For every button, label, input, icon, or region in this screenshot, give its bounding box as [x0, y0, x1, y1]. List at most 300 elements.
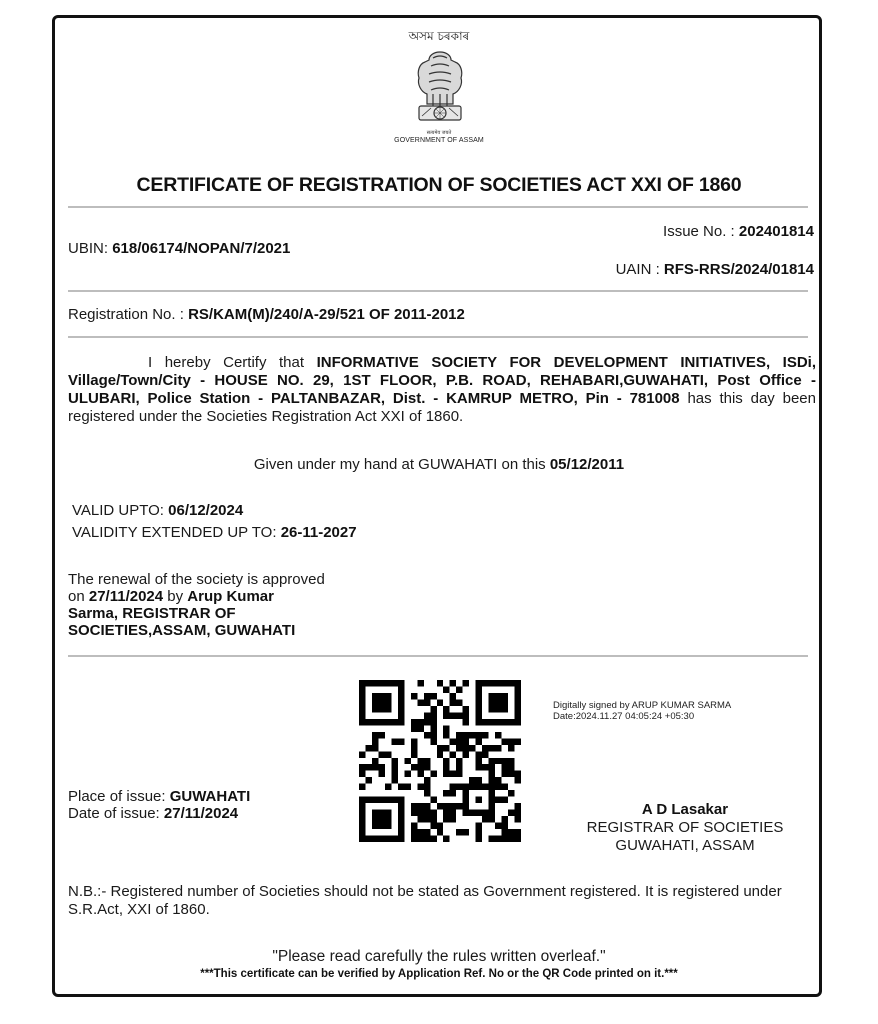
- qr-module: [515, 680, 521, 686]
- qr-module: [489, 706, 495, 712]
- qr-module: [411, 829, 417, 835]
- signatory-location: GUWAHATI, ASSAM: [615, 837, 755, 854]
- qr-module: [495, 777, 501, 783]
- qr-module: [378, 719, 384, 725]
- qr-module: [515, 686, 521, 692]
- qr-module: [443, 836, 449, 842]
- qr-module: [508, 771, 514, 777]
- renewal-text: The renewal of the society is approved on: [68, 571, 325, 605]
- place-of-issue-value: GUWAHATI: [169, 788, 251, 805]
- validity-extended-value: 26-11-2027: [280, 524, 357, 541]
- please-read-note: "Please read carefully the rules written overleaf.": [272, 948, 606, 965]
- qr-module: [495, 758, 501, 764]
- qr-module: [437, 823, 443, 829]
- qr-module: [476, 829, 482, 835]
- qr-module: [450, 771, 456, 777]
- qr-module: [417, 816, 423, 822]
- qr-module: [482, 810, 488, 816]
- divider: [68, 206, 808, 208]
- qr-module: [430, 797, 436, 803]
- qr-module: [476, 758, 482, 764]
- qr-module: [469, 777, 475, 783]
- qr-module: [450, 693, 456, 699]
- qr-module: [456, 699, 462, 705]
- qr-module: [385, 784, 391, 790]
- qr-module: [476, 680, 482, 686]
- qr-module: [489, 745, 495, 751]
- qr-module: [489, 764, 495, 770]
- renewal-by: by: [163, 588, 188, 605]
- qr-module: [359, 699, 365, 705]
- qr-module: [463, 790, 469, 796]
- qr-module: [489, 803, 495, 809]
- qr-module: [463, 745, 469, 751]
- qr-module: [398, 693, 404, 699]
- qr-module: [398, 803, 404, 809]
- qr-module: [378, 732, 384, 738]
- qr-module: [502, 816, 508, 822]
- qr-module: [372, 764, 378, 770]
- qr-module: [437, 829, 443, 835]
- qr-module: [482, 732, 488, 738]
- qr-module: [469, 810, 475, 816]
- ubin-label: UBIN:: [68, 240, 113, 257]
- qr-module: [385, 816, 391, 822]
- qr-module: [372, 758, 378, 764]
- qr-module: [443, 816, 449, 822]
- qr-module: [378, 680, 384, 686]
- signatory: [560, 801, 810, 855]
- qr-module: [378, 836, 384, 842]
- qr-module: [489, 784, 495, 790]
- qr-module: [385, 680, 391, 686]
- qr-module: [508, 810, 514, 816]
- qr-module: [372, 836, 378, 842]
- registration-number-label: Registration No. :: [68, 306, 189, 323]
- qr-module: [411, 751, 417, 757]
- qr-module: [508, 758, 514, 764]
- qr-module: [411, 738, 417, 744]
- qr-module: [515, 699, 521, 705]
- qr-module: [502, 699, 508, 705]
- qr-module: [450, 712, 456, 718]
- certify-intro: I hereby Certify that: [148, 354, 317, 371]
- qr-module: [469, 745, 475, 751]
- qr-module: [502, 836, 508, 842]
- qr-module: [372, 693, 378, 699]
- qr-module: [489, 797, 495, 803]
- qr-module: [430, 836, 436, 842]
- qr-module: [417, 699, 423, 705]
- qr-module: [430, 732, 436, 738]
- qr-module: [378, 771, 384, 777]
- qr-module: [372, 738, 378, 744]
- qr-module: [463, 829, 469, 835]
- qr-module: [456, 758, 462, 764]
- qr-module: [502, 797, 508, 803]
- qr-module: [430, 810, 436, 816]
- qr-module: [482, 680, 488, 686]
- qr-module: [515, 803, 521, 809]
- qr-module: [515, 816, 521, 822]
- qr-module: [476, 751, 482, 757]
- qr-module: [443, 803, 449, 809]
- qr-module: [424, 699, 430, 705]
- qr-module: [411, 745, 417, 751]
- qr-module: [398, 686, 404, 692]
- qr-module: [495, 706, 501, 712]
- qr-module: [385, 797, 391, 803]
- qr-module: [411, 719, 417, 725]
- qr-module: [385, 706, 391, 712]
- qr-module: [417, 803, 423, 809]
- qr-module: [515, 836, 521, 842]
- uain: [616, 261, 814, 278]
- qr-module: [443, 712, 449, 718]
- qr-module: [365, 797, 371, 803]
- qr-module: [424, 764, 430, 770]
- qr-module: [385, 823, 391, 829]
- qr-module: [385, 693, 391, 699]
- qr-module: [424, 836, 430, 842]
- qr-module: [359, 836, 365, 842]
- qr-module: [463, 732, 469, 738]
- qr-module: [359, 810, 365, 816]
- qr-module: [411, 693, 417, 699]
- qr-module: [489, 777, 495, 783]
- qr-module: [443, 771, 449, 777]
- qr-module: [476, 706, 482, 712]
- qr-module: [502, 706, 508, 712]
- qr-module: [495, 719, 501, 725]
- qr-module: [443, 725, 449, 731]
- date-of-issue: [68, 805, 250, 822]
- qr-module: [359, 764, 365, 770]
- qr-module: [443, 810, 449, 816]
- qr-module: [437, 803, 443, 809]
- date-of-issue-value: 27/11/2024: [163, 805, 239, 822]
- digital-signature: [553, 700, 731, 722]
- qr-module: [398, 719, 404, 725]
- qr-module: [463, 712, 469, 718]
- qr-module: [502, 823, 508, 829]
- qr-module: [417, 680, 423, 686]
- qr-module: [463, 784, 469, 790]
- assamese-government-heading: অসম চৰকাৰ: [408, 29, 470, 43]
- qr-module: [476, 686, 482, 692]
- qr-module: [476, 693, 482, 699]
- renewal-date: 27/11/2024: [88, 588, 164, 605]
- date-of-issue-label: Date of issue:: [68, 805, 164, 822]
- qr-module: [359, 803, 365, 809]
- qr-module: [437, 751, 443, 757]
- qr-module: [372, 719, 378, 725]
- qr-module: [372, 816, 378, 822]
- qr-module: [430, 693, 436, 699]
- qr-module: [495, 699, 501, 705]
- qr-module: [502, 680, 508, 686]
- qr-module: [430, 816, 436, 822]
- qr-module: [424, 732, 430, 738]
- qr-module: [359, 680, 365, 686]
- qr-module: [515, 771, 521, 777]
- qr-module: [476, 732, 482, 738]
- qr-module: [515, 829, 521, 835]
- qr-module: [508, 836, 514, 842]
- qr-module: [404, 758, 410, 764]
- qr-module: [365, 836, 371, 842]
- qr-module: [430, 771, 436, 777]
- qr-module: [489, 693, 495, 699]
- qr-module: [424, 810, 430, 816]
- qr-module: [385, 719, 391, 725]
- qr-module: [476, 719, 482, 725]
- qr-module: [489, 719, 495, 725]
- qr-module: [378, 797, 384, 803]
- qr-module: [508, 764, 514, 770]
- qr-module: [359, 797, 365, 803]
- society-name-address: INFORMATIVE SOCIETY FOR DEVELOPMENT INITIATIVES, ISDi, Village/Town/City - HOUSE NO. 29, 1ST FLOOR, P.B. ROAD, REHABARI,GUWAHATI, Post Office - ULUBARI, Police Station - PALTANBAZAR, Dist. - KAMRUP METRO, Pin - 781008: [68, 354, 816, 407]
- qr-module: [372, 810, 378, 816]
- renewal-approver: Arup Kumar Sarma, REGISTRAR OF SOCIETIES,ASSAM, GUWAHATI: [68, 588, 296, 639]
- qr-module: [450, 784, 456, 790]
- qr-module: [456, 732, 462, 738]
- government-of-assam-label: GOVERNMENT OF ASSAM: [394, 137, 484, 144]
- qr-module: [443, 745, 449, 751]
- qr-module: [515, 706, 521, 712]
- qr-module: [404, 784, 410, 790]
- qr-module: [424, 816, 430, 822]
- qr-module: [372, 797, 378, 803]
- qr-module: [424, 784, 430, 790]
- qr-module: [365, 719, 371, 725]
- qr-module: [398, 810, 404, 816]
- qr-module: [489, 771, 495, 777]
- ubin: [68, 240, 290, 257]
- qr-module: [398, 712, 404, 718]
- certification-statement: [68, 354, 816, 426]
- qr-module: [359, 686, 365, 692]
- qr-module: [372, 706, 378, 712]
- qr-module: [372, 680, 378, 686]
- qr-module: [508, 719, 514, 725]
- qr-module: [463, 738, 469, 744]
- signatory-name: A D Lasakar: [641, 801, 729, 818]
- qr-module: [430, 712, 436, 718]
- qr-module: [476, 777, 482, 783]
- qr-module: [430, 725, 436, 731]
- qr-module: [482, 816, 488, 822]
- qr-module: [515, 738, 521, 744]
- qr-module: [450, 738, 456, 744]
- qr-module: [443, 758, 449, 764]
- qr-module: [411, 823, 417, 829]
- divider: [68, 655, 808, 657]
- qr-module: [502, 758, 508, 764]
- note: N.B.:- Registered number of Societies should not be stated as Government registered. It is registered under S.R.Act, XXI of 1860.: [68, 883, 782, 918]
- qr-module: [508, 680, 514, 686]
- qr-module: [398, 797, 404, 803]
- qr-module: [378, 823, 384, 829]
- qr-module: [502, 738, 508, 744]
- qr-module: [411, 764, 417, 770]
- qr-module: [456, 771, 462, 777]
- qr-module: [417, 764, 423, 770]
- qr-module: [385, 810, 391, 816]
- qr-module: [398, 829, 404, 835]
- qr-module: [430, 719, 436, 725]
- qr-module: [463, 706, 469, 712]
- qr-module: [456, 784, 462, 790]
- qr-module: [489, 680, 495, 686]
- qr-module: [430, 738, 436, 744]
- validity-extended-label: VALIDITY EXTENDED UP TO:: [72, 524, 281, 541]
- qr-module: [385, 699, 391, 705]
- qr-module: [411, 803, 417, 809]
- emblem-motto: सत्यमेव जयते: [426, 130, 452, 136]
- qr-module: [417, 758, 423, 764]
- qr-module: [359, 751, 365, 757]
- place-of-issue-label: Place of issue:: [68, 788, 170, 805]
- qr-module: [450, 810, 456, 816]
- qr-module: [495, 823, 501, 829]
- qr-module: [365, 777, 371, 783]
- certify-outro: has this day been registered under the Societies Registration Act XXI of 1860.: [68, 390, 816, 425]
- qr-module: [450, 699, 456, 705]
- qr-module: [391, 771, 397, 777]
- qr-module: [495, 836, 501, 842]
- qr-module: [437, 745, 443, 751]
- issue-number-value: 202401814: [738, 223, 814, 240]
- qr-module: [476, 738, 482, 744]
- qr-module: [372, 732, 378, 738]
- qr-module: [430, 706, 436, 712]
- given-under-hand: [0, 456, 878, 473]
- qr-module: [469, 732, 475, 738]
- qr-module: [359, 823, 365, 829]
- qr-module: [450, 680, 456, 686]
- qr-module: [476, 699, 482, 705]
- qr-module: [359, 816, 365, 822]
- qr-module: [424, 693, 430, 699]
- qr-module: [476, 784, 482, 790]
- qr-module: [502, 764, 508, 770]
- qr-module: [424, 719, 430, 725]
- qr-module: [378, 693, 384, 699]
- verification-note: ***This certificate can be verified by Application Ref. No or the QR Code printed on it.***: [200, 968, 678, 980]
- qr-module: [424, 829, 430, 835]
- qr-module: [456, 803, 462, 809]
- qr-module: [495, 693, 501, 699]
- qr-module: [450, 751, 456, 757]
- qr-module: [430, 823, 436, 829]
- qr-module: [378, 699, 384, 705]
- qr-code-icon: [359, 680, 521, 842]
- qr-module: [502, 719, 508, 725]
- qr-module: [482, 784, 488, 790]
- qr-module: [372, 699, 378, 705]
- qr-module: [515, 810, 521, 816]
- qr-module: [515, 719, 521, 725]
- qr-module: [463, 810, 469, 816]
- qr-module: [411, 725, 417, 731]
- registration-number: [68, 306, 465, 323]
- qr-module: [456, 764, 462, 770]
- qr-module: [365, 764, 371, 770]
- qr-module: [489, 836, 495, 842]
- qr-module: [398, 823, 404, 829]
- validity-extended: [72, 524, 357, 541]
- qr-module: [456, 829, 462, 835]
- qr-module: [404, 771, 410, 777]
- qr-module: [443, 764, 449, 770]
- qr-module: [463, 719, 469, 725]
- qr-module: [508, 745, 514, 751]
- qr-module: [495, 732, 501, 738]
- issue-number-label: Issue No. :: [663, 223, 739, 240]
- qr-module: [391, 758, 397, 764]
- uain-label: UAIN :: [615, 261, 664, 278]
- qr-module: [359, 712, 365, 718]
- qr-module: [417, 771, 423, 777]
- qr-module: [476, 836, 482, 842]
- qr-module: [391, 836, 397, 842]
- qr-module: [424, 777, 430, 783]
- qr-module: [508, 829, 514, 835]
- digital-signature-date: Date:2024.11.27 04:05:24 +05:30: [553, 711, 695, 722]
- qr-module: [437, 699, 443, 705]
- qr-module: [450, 803, 456, 809]
- qr-module: [424, 803, 430, 809]
- qr-module: [417, 836, 423, 842]
- qr-module: [489, 699, 495, 705]
- qr-module: [359, 829, 365, 835]
- given-text: Given under my hand at GUWAHATI on this: [253, 456, 550, 473]
- qr-module: [515, 777, 521, 783]
- qr-module: [417, 784, 423, 790]
- qr-module: [378, 816, 384, 822]
- qr-module: [424, 758, 430, 764]
- qr-module: [398, 738, 404, 744]
- divider: [68, 336, 808, 338]
- qr-module: [502, 829, 508, 835]
- qr-module: [378, 706, 384, 712]
- qr-module: [385, 751, 391, 757]
- qr-module: [359, 719, 365, 725]
- qr-module: [437, 680, 443, 686]
- qr-module: [424, 790, 430, 796]
- qr-module: [482, 719, 488, 725]
- qr-module: [411, 810, 417, 816]
- issue-info: [68, 788, 250, 822]
- qr-module: [456, 745, 462, 751]
- qr-module: [391, 777, 397, 783]
- qr-module: [502, 771, 508, 777]
- qr-module: [391, 719, 397, 725]
- qr-module: [391, 738, 397, 744]
- qr-module: [489, 816, 495, 822]
- renewal-statement: [68, 571, 328, 639]
- divider: [68, 290, 808, 292]
- qr-module: [495, 680, 501, 686]
- qr-module: [417, 810, 423, 816]
- qr-module: [378, 751, 384, 757]
- qr-module: [359, 784, 365, 790]
- qr-module: [489, 758, 495, 764]
- qr-module: [515, 712, 521, 718]
- qr-module: [482, 764, 488, 770]
- qr-module: [391, 764, 397, 770]
